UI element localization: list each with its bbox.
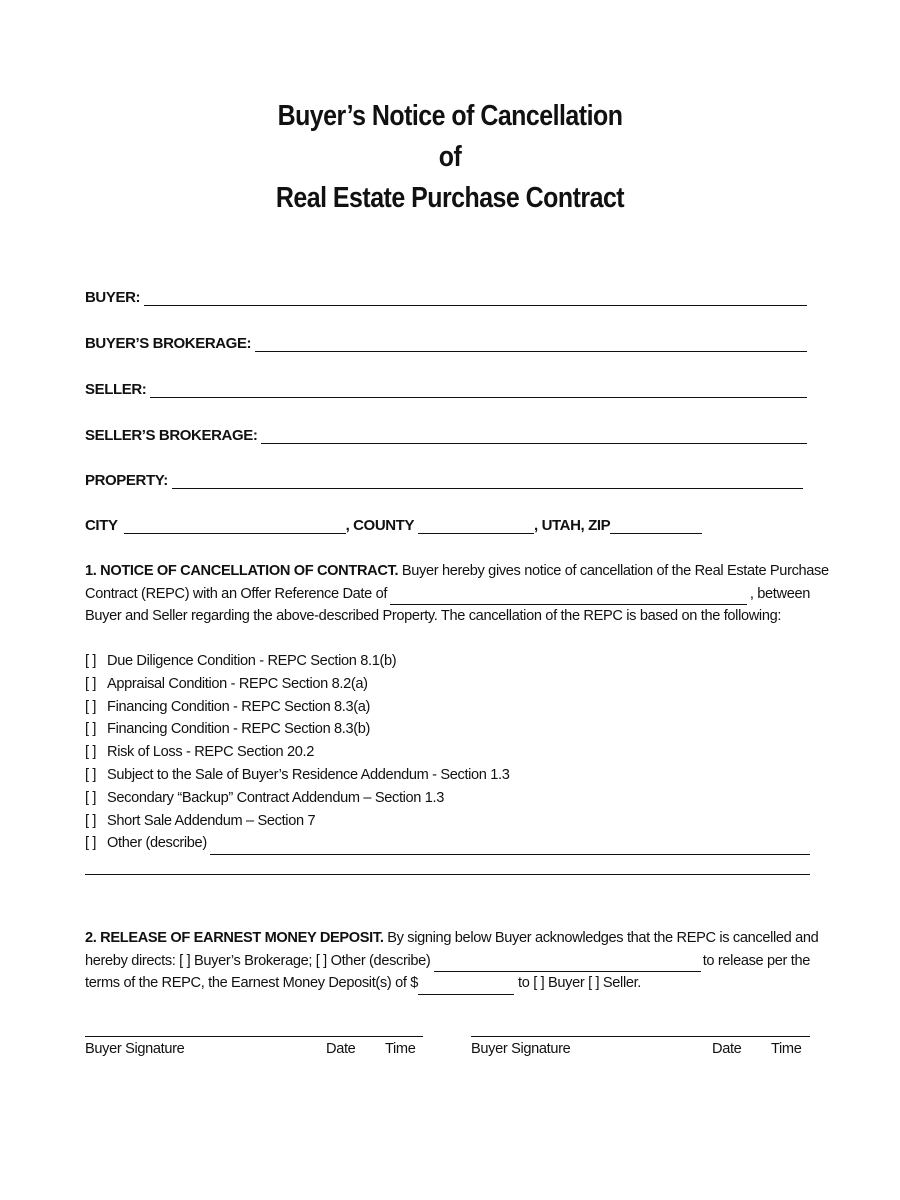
checkbox[interactable]: [ ] — [85, 835, 97, 852]
checklist-item-label: Due Diligence Condition - REPC Section 8.1(b) — [107, 653, 397, 669]
other-describe-line-2[interactable] — [85, 874, 810, 875]
checkbox[interactable]: [ ] — [85, 721, 97, 738]
section-2-line-3-text: terms of the REPC, the Earnest Money Deposit(s) of $ — [85, 975, 419, 991]
checklist-item-label: Financing Condition - REPC Section 8.3(b) — [107, 721, 371, 738]
offer-reference-date-line[interactable] — [390, 589, 747, 605]
title-line-1: Buyer’s Notice of Cancellation — [277, 100, 623, 132]
city-input-line[interactable] — [124, 518, 346, 534]
seller-field — [85, 376, 807, 398]
checklist-item[interactable] — [85, 741, 810, 764]
date-label-left: Date — [326, 1041, 356, 1057]
checklist-item[interactable] — [85, 650, 810, 673]
date-label-right: Date — [712, 1041, 742, 1057]
property-input-line[interactable] — [172, 473, 803, 489]
checkbox[interactable]: [ ] — [85, 675, 97, 692]
checklist-item-label: Appraisal Condition - REPC Section 8.2(a) — [107, 675, 368, 692]
checklist-item-label: Other (describe) — [107, 835, 207, 852]
buyers-brokerage-input-line[interactable] — [255, 336, 807, 352]
section-2 — [85, 927, 819, 995]
other-recipient-line[interactable] — [434, 956, 700, 972]
buyer-signature-line-left[interactable] — [85, 1036, 423, 1037]
checklist-item-label: Financing Condition - REPC Section 8.3(a) — [107, 698, 371, 715]
checkbox[interactable]: [ ] — [85, 812, 97, 829]
property-field — [85, 467, 803, 489]
utah-zip-label: , UTAH, ZIP — [534, 517, 611, 534]
sellers-brokerage-field — [85, 422, 807, 444]
checklist-item-label: Short Sale Addendum – Section 7 — [107, 812, 316, 829]
cancellation-reasons-list — [85, 650, 810, 855]
checklist-item[interactable] — [85, 673, 810, 696]
checklist-item[interactable] — [85, 696, 810, 719]
buyer-signature-line-right[interactable] — [471, 1036, 810, 1037]
section-2-line-2-text: hereby directs: [ ] Buyer’s Brokerage; [ ] Other (describe) — [85, 952, 431, 969]
other-describe-line[interactable] — [210, 839, 810, 855]
sellers-brokerage-label: SELLER’S BROKERAGE: — [85, 427, 258, 444]
section-2-line-3-end: to [ ] Buyer [ ] Seller. — [518, 975, 642, 991]
section-2-line-3 — [85, 972, 810, 995]
checkbox[interactable]: [ ] — [85, 744, 97, 761]
buyers-brokerage-label: BUYER’S BROKERAGE: — [85, 335, 252, 352]
checkbox[interactable]: [ ] — [85, 766, 97, 783]
buyer-signature-label-right: Buyer Signature — [471, 1041, 571, 1057]
checklist-item[interactable] — [85, 764, 810, 787]
checklist-item-label: Subject to the Sale of Buyer’s Residence Addendum - Section 1.3 — [107, 766, 510, 783]
time-label-left: Time — [385, 1041, 416, 1057]
section-1-line-3: Buyer and Seller regarding the above-described Property. The cancellation of the REPC is based on the following: — [85, 608, 782, 624]
section-1-heading: 1. NOTICE OF CANCELLATION OF CONTRACT. — [85, 563, 399, 579]
county-input-line[interactable] — [418, 518, 534, 534]
checklist-item[interactable] — [85, 718, 810, 741]
checklist-item[interactable] — [85, 810, 810, 833]
buyer-label: BUYER: — [85, 289, 141, 306]
section-2-line-1 — [85, 927, 819, 950]
section-1-line-1-text: Buyer hereby gives notice of cancellation of the Real Estate Purchase — [401, 563, 829, 579]
property-label: PROPERTY: — [85, 472, 168, 489]
section-1 — [85, 560, 829, 628]
deposit-amount-line[interactable] — [418, 979, 514, 995]
buyer-input-line[interactable] — [144, 290, 807, 306]
city-county-zip-row — [85, 512, 702, 534]
section-1-line-2-text: Contract (REPC) with an Offer Reference Date of — [85, 585, 388, 602]
title-line-2: of — [438, 141, 462, 173]
seller-label: SELLER: — [85, 381, 147, 398]
section-2-line-2 — [85, 950, 810, 973]
section-1-line-2-end: , between — [749, 585, 810, 602]
checkbox[interactable]: [ ] — [85, 653, 97, 669]
time-label-right: Time — [771, 1041, 802, 1057]
zip-input-line[interactable] — [610, 518, 702, 534]
section-1-line-2 — [85, 583, 810, 606]
title-line-3: Real Estate Purchase Contract — [275, 182, 625, 214]
buyers-brokerage-field — [85, 330, 807, 352]
checklist-item-label: Risk of Loss - REPC Section 20.2 — [107, 744, 314, 761]
section-1-line-1 — [85, 560, 829, 583]
buyer-field — [85, 284, 807, 306]
checklist-item-label: Secondary “Backup” Contract Addendum – Section 1.3 — [107, 789, 445, 806]
sellers-brokerage-input-line[interactable] — [261, 428, 807, 444]
section-2-line-2-end: to release per the — [702, 952, 810, 969]
checklist-item-other[interactable] — [85, 832, 810, 855]
checkbox[interactable]: [ ] — [85, 698, 97, 715]
section-2-line-1-text: By signing below Buyer acknowledges that the REPC is cancelled and — [387, 930, 819, 946]
buyer-signature-label-left: Buyer Signature — [85, 1041, 185, 1057]
county-label: , COUNTY — [345, 517, 415, 534]
section-2-heading: 2. RELEASE OF EARNEST MONEY DEPOSIT. — [85, 930, 384, 946]
checkbox[interactable]: [ ] — [85, 789, 97, 806]
checklist-item[interactable] — [85, 787, 810, 810]
seller-input-line[interactable] — [150, 382, 807, 398]
document-title — [63, 96, 837, 219]
city-label: CITY — [85, 517, 118, 534]
